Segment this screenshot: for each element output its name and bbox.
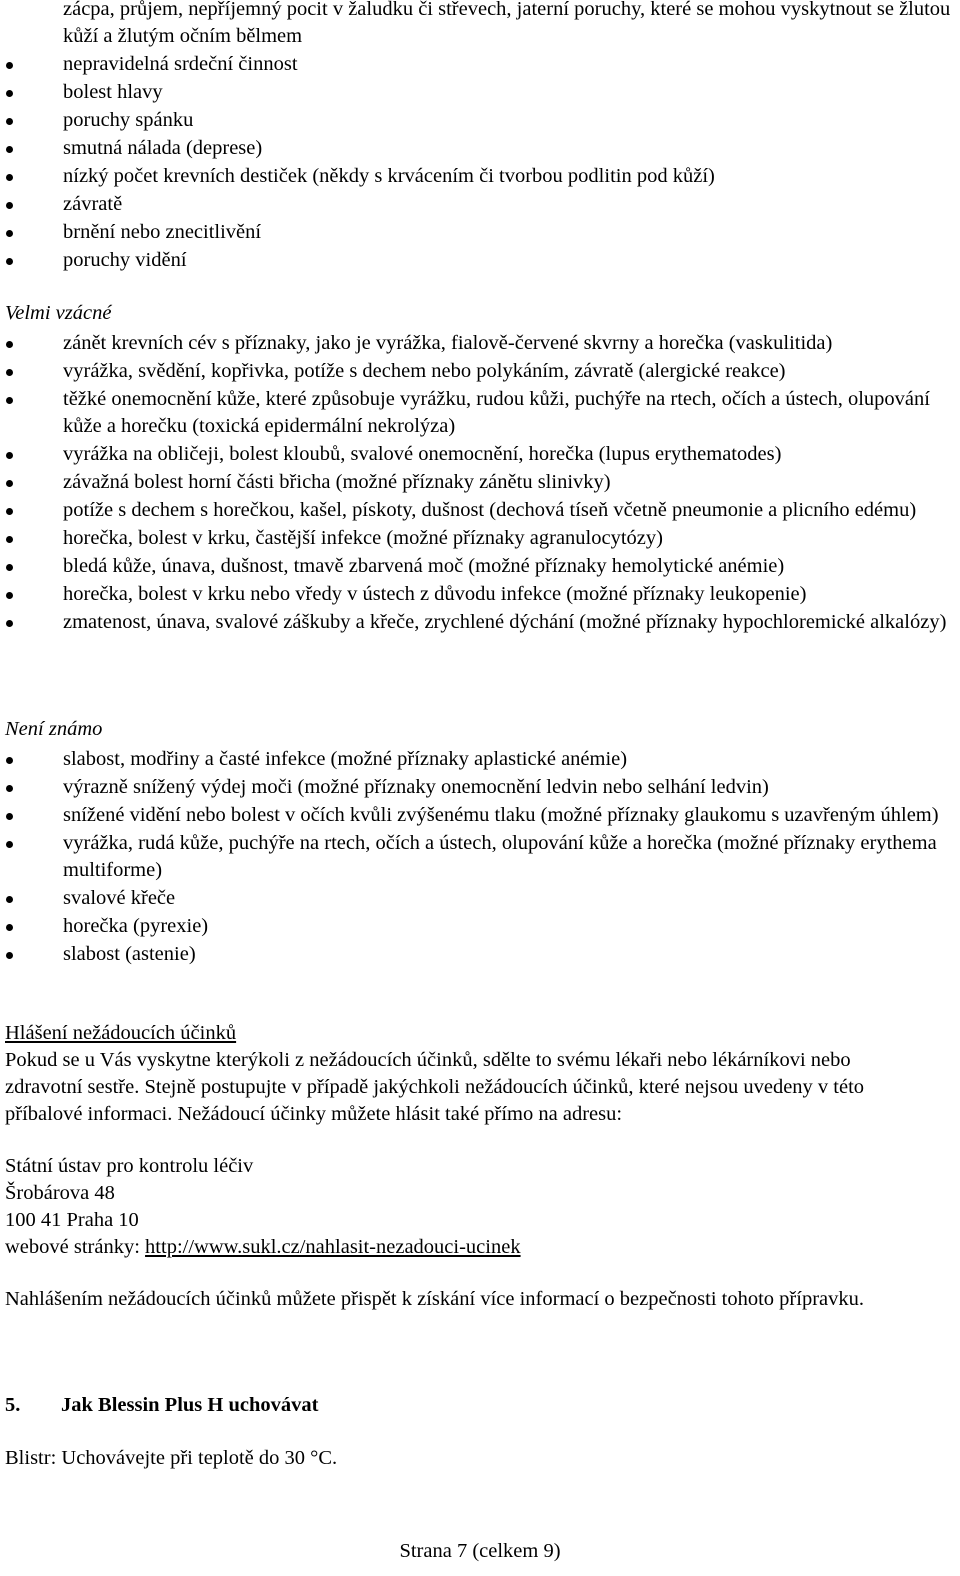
- side-effects-list-continued: [0, 0, 955, 275]
- list-item: vyrážka, rudá kůže, puchýře na rtech, očích a ústech, olupování kůže a horečka (možné příznaky erythema multiforme): [0, 830, 955, 884]
- list-item: vyrážka na obličeji, bolest kloubů, svalové onemocnění, horečka (lupus erythematodes): [0, 441, 955, 468]
- list-item: bolest hlavy: [0, 79, 955, 106]
- address-line: Státní ústav pro kontrolu léčiv: [5, 1155, 254, 1177]
- list-item: těžké onemocnění kůže, které způsobuje vyrážku, rudou kůži, puchýře na rtech, očích a ústech, olupování kůže a horečku (toxická epidermální nekrolýza): [0, 386, 955, 440]
- list-item: smutná nálada (deprese): [0, 135, 955, 162]
- address-line: Šrobárova 48: [5, 1182, 115, 1204]
- page-footer: Strana 7 (celkem 9): [399, 1540, 561, 1562]
- very-rare-section: [0, 300, 955, 637]
- list-item: nepravidelná srdeční činnost: [0, 51, 955, 78]
- section-5-heading: [0, 1392, 318, 1419]
- website-line: [0, 1234, 910, 1261]
- list-item: zánět krevních cév s příznaky, jako je vyrážka, fialově-červené skvrny a horečka (vaskulitida): [0, 330, 955, 357]
- list-item: slabost (astenie): [0, 941, 955, 968]
- storage-instruction: Blistr: Uchovávejte při teplotě do 30 °C.: [5, 1447, 338, 1469]
- list-item: horečka, bolest v krku nebo vředy v ústech z důvodu infekce (možné příznaky leukopenie): [0, 581, 955, 608]
- list-item: zácpa, průjem, nepříjemný pocit v žaludku či střevech, jaterní poruchy, které se mohou vyskytnout se žlutou kůží a žlutým očním bělmem: [63, 0, 951, 47]
- sukl-report-link[interactable]: http://www.sukl.cz/nahlasit-nezadouci-ucinek: [145, 1236, 521, 1258]
- unknown-frequency-heading: Není známo: [5, 718, 103, 740]
- list-item: zmatenost, únava, svalové záškuby a křeče, zrychlené dýchání (možné příznaky hypochloremické alkalózy): [0, 609, 955, 636]
- very-rare-heading: Velmi vzácné: [5, 302, 112, 324]
- list-item: výrazně snížený výdej moči (možné příznaky onemocnění ledvin nebo selhání ledvin): [0, 774, 955, 801]
- list-item: poruchy vidění: [0, 247, 955, 274]
- reporting-heading: Hlášení nežádoucích účinků: [5, 1022, 237, 1044]
- list-item: závažná bolest horní části břicha (možné příznaky zánětu slinivky): [0, 469, 955, 496]
- list-item: snížené vidění nebo bolest v očích kvůli zvýšenému tlaku (možné příznaky glaukomu s uzavřeným úhlem): [0, 802, 955, 829]
- unknown-frequency-section: [0, 716, 955, 969]
- list-item: poruchy spánku: [0, 107, 955, 134]
- reporting-section: [0, 1020, 910, 1128]
- list-item: slabost, modřiny a časté infekce (možné příznaky aplastické anémie): [0, 746, 955, 773]
- reporting-paragraph: Pokud se u Vás vyskytne kterýkoli z nežádoucích účinků, sdělte to svému lékaři nebo lékárníkovi nebo zdravotní sestře. Stejně postupujte v případě jakýchkoli nežádoucích účinků, které nejsou uvedeny v této příbalové informaci. Nežádoucí účinky můžete hlásit také přímo na adresu:: [5, 1049, 865, 1125]
- unknown-frequency-list: [0, 746, 955, 968]
- list-item: brnění nebo znecitlivění: [0, 219, 955, 246]
- list-item: svalové křeče: [0, 885, 955, 912]
- section-title: Jak Blessin Plus H uchovávat: [61, 1394, 319, 1416]
- list-item: nízký počet krevních destiček (někdy s krvácením či tvorbou podlitin pod kůží): [0, 163, 955, 190]
- list-item: bledá kůže, únava, dušnost, tmavě zbarvená moč (možné příznaky hemolytické anémie): [0, 553, 955, 580]
- reporting-closing: Nahlášením nežádoucích účinků můžete přispět k získání více informací o bezpečnosti tohoto přípravku.: [5, 1288, 865, 1310]
- website-label: webové stránky:: [5, 1236, 146, 1258]
- list-item: horečka (pyrexie): [0, 913, 955, 940]
- list-item: potíže s dechem s horečkou, kašel, pískoty, dušnost (dechová tíseň včetně pneumonie a plicního edému): [0, 497, 955, 524]
- address-line: 100 41 Praha 10: [5, 1209, 139, 1231]
- section-number: 5.: [5, 1394, 21, 1416]
- very-rare-list: [0, 330, 955, 636]
- list-item: závratě: [0, 191, 955, 218]
- address-block: [0, 1153, 910, 1261]
- list-item: vyrážka, svědění, kopřivka, potíže s dechem nebo polykáním, závratě (alergické reakce): [0, 358, 955, 385]
- list-item: horečka, bolest v krku, častější infekce (možné příznaky agranulocytózy): [0, 525, 955, 552]
